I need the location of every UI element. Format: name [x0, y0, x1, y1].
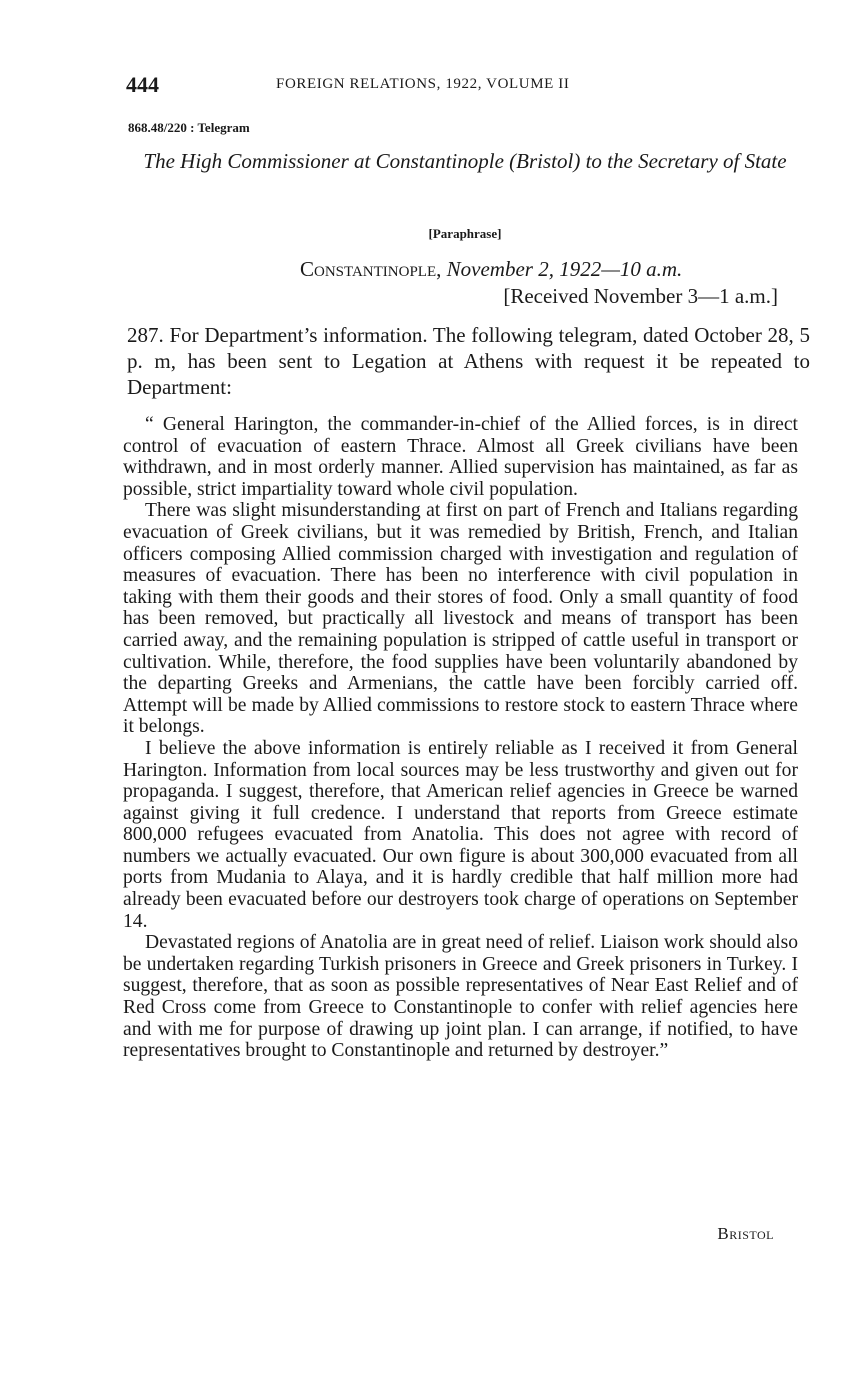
file-reference: 868.48/220 : Telegram: [128, 120, 250, 135]
document-title: The High Commissioner at Constantinople (Bristol) to the Secretary of State: [143, 149, 787, 173]
quote-paragraph: Devastated regions of Anatolia are in great need of relief. Liaison work should also be undertaken regarding Turkish prisoners in Greece and Greek prisoners in Turkey. I suggest, therefore, that as soon as possible representatives of Near East Relief and of Red Cross come from Greece to Constantinople to confer with relief agencies here and with me for purpose of drawing up joint plan. I can arrange, if notified, to have representatives brought to Constantinople and returned by destroyer.”: [123, 932, 798, 1062]
dateline-date: November 2, 1922—10 a.m.: [446, 257, 683, 281]
quote-paragraph: “ General Harington, the commander-in-chief of the Allied forces, is in direct control of evacuation of eastern Thrace. Almost all Greek civilians have been withdrawn, and in most orderly manner. Allied supervision has maintained, as far as possible, strict impartiality toward whole civil population.: [123, 414, 798, 500]
quoted-telegram: [123, 414, 798, 1062]
quote-paragraph: I believe the above information is entirely reliable as I received it from General Harington. Information from local sources may be less trustworthy and given out for propaganda. I suggest, therefore, that American relief agencies in Greece be warned against giving it full credence. I understand that reports from Greece estimate 800,000 refugees evacuated from Anatolia. This does not agree with record of numbers we actually evacuated. Our own figure is about 300,000 evacuated from all ports from Mudania to Alaya, and it is hardly credible that half million more had already been evacuated before our destroyers took charge of operations on September 14.: [123, 737, 798, 932]
dateline: [300, 257, 682, 282]
running-title: FOREIGN RELATIONS, 1922, VOLUME II: [276, 76, 570, 92]
dateline-place: Constantinople,: [300, 257, 442, 281]
quote-paragraph: There was slight misunderstanding at first on part of French and Italians regarding evacuation of Greek civilians, but it was remedied by British, French, and Italian officers composing Allied commission charged with investigation and regulation of measures of evacuation. There has been no interference with civil population in taking with them their goods and their stores of food. Only a small quantity of food has been removed, but practically all livestock and means of transport has been carried away, and the remaining population is stripped of cattle useful in transport or cultivation. While, therefore, the food supplies have been voluntarily abandoned by the departing Greeks and Armenians, the cattle have been forcibly carried off. Attempt will be made by Allied commissions to restore stock to eastern Thrace where it belongs.: [123, 500, 798, 738]
received-line: [Received November 3—1 a.m.]: [503, 284, 778, 308]
intro-paragraph: 287. For Department’s information. The following telegram, dated October 28, 5 p. m, has been sent to Legation at Athens with request it be repeated to Department:: [127, 323, 810, 399]
signature: Bristol: [717, 1224, 774, 1243]
paraphrase-note: [Paraphrase]: [428, 226, 502, 241]
running-head: [126, 72, 786, 102]
page-number: 444: [126, 72, 159, 97]
